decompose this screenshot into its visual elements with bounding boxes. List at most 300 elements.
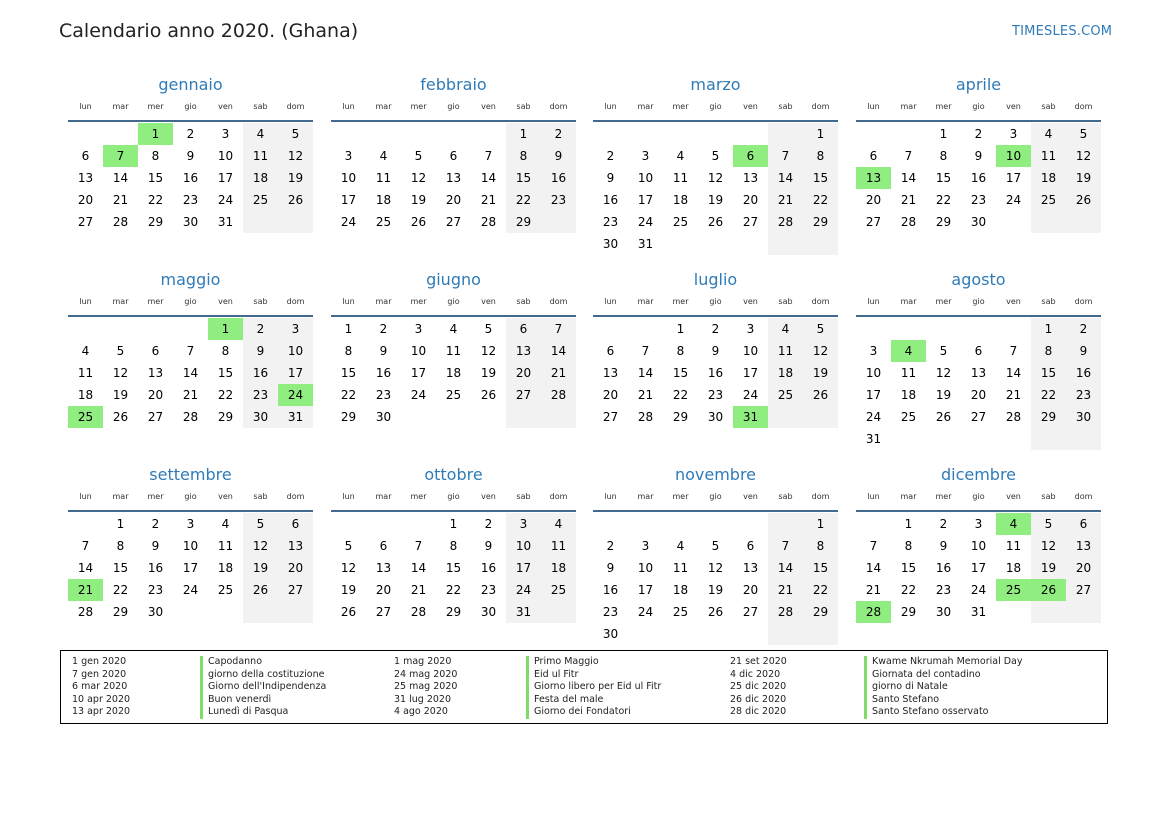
empty-cell xyxy=(1066,601,1101,623)
empty-cell xyxy=(803,406,838,428)
day-cell: 8 xyxy=(1031,340,1066,362)
holiday-name: Lunedì di Pasqua xyxy=(200,706,288,719)
empty-cell xyxy=(593,513,628,535)
day-cell: 29 xyxy=(672,410,689,424)
day-cell: 29 xyxy=(147,215,164,229)
day-cell: 17 xyxy=(410,366,427,380)
day-cell: 15 xyxy=(147,171,164,185)
empty-cell xyxy=(996,601,1031,623)
day-cell: 8 xyxy=(449,539,458,553)
empty-cell xyxy=(996,211,1031,233)
day-cell: 4 xyxy=(541,513,576,535)
holiday-name: Giorno dei Fondatori xyxy=(526,706,631,719)
day-cell: 19 xyxy=(112,388,129,402)
holiday-date: 6 mar 2020 xyxy=(72,681,128,693)
day-cell: 9 xyxy=(939,539,948,553)
day-cell: 6 xyxy=(1066,513,1101,535)
weekday-label: mer xyxy=(935,492,952,501)
holiday-name: giorno della costituzione xyxy=(200,669,324,682)
day-cell: 8 xyxy=(506,145,541,167)
weekday-header xyxy=(593,297,838,311)
holiday-date: 1 gen 2020 xyxy=(72,656,127,667)
month-ottobre xyxy=(331,464,576,623)
day-cell: 17 xyxy=(182,561,199,575)
day-cell: 28 xyxy=(768,601,803,623)
day-cell: 18 xyxy=(445,366,462,380)
empty-cell xyxy=(331,513,366,535)
day-cell: 1 xyxy=(803,123,838,145)
day-cell: 8 xyxy=(344,344,353,358)
day-cell: 17 xyxy=(340,193,357,207)
day-cell: 27 xyxy=(1066,579,1101,601)
day-cell: 29 xyxy=(803,211,838,233)
day-cell: 26 xyxy=(1066,189,1101,211)
day-grid xyxy=(856,318,1101,450)
weekday-label: dom xyxy=(811,102,830,111)
weekday-label: mar xyxy=(900,297,917,306)
holiday-day-cell: 1 xyxy=(138,123,173,145)
weekday-label: mar xyxy=(637,297,654,306)
weekday-label: mar xyxy=(112,492,129,501)
day-cell: 23 xyxy=(602,605,619,619)
day-cell: 11 xyxy=(672,171,689,185)
weekday-label: mer xyxy=(410,297,427,306)
weekday-label: lun xyxy=(604,297,617,306)
empty-cell xyxy=(891,318,926,340)
holiday-day-cell: 24 xyxy=(278,384,313,406)
weekday-label: ven xyxy=(743,102,758,111)
weekday-label: mar xyxy=(112,297,129,306)
weekday-label: mer xyxy=(410,492,427,501)
empty-cell xyxy=(401,406,436,428)
day-cell: 26 xyxy=(243,579,278,601)
weekday-label: mer xyxy=(935,297,952,306)
weekday-label: gio xyxy=(709,297,722,306)
holiday-date: 24 mag 2020 xyxy=(394,668,458,680)
empty-cell xyxy=(366,513,401,535)
empty-cell xyxy=(996,318,1031,340)
day-cell: 14 xyxy=(1005,366,1022,380)
empty-cell xyxy=(768,233,803,255)
weekday-label: dom xyxy=(286,102,305,111)
weekday-label: dom xyxy=(1074,102,1093,111)
day-cell: 28 xyxy=(77,605,94,619)
day-cell: 1 xyxy=(904,517,913,531)
day-cell: 28 xyxy=(637,410,654,424)
day-cell: 18 xyxy=(900,388,917,402)
day-cell: 27 xyxy=(970,410,987,424)
weekday-label: mar xyxy=(900,102,917,111)
weekday-label: lun xyxy=(867,492,880,501)
day-cell: 5 xyxy=(1031,513,1066,535)
weekday-header xyxy=(593,102,838,116)
weekday-label: lun xyxy=(79,102,92,111)
month-marzo xyxy=(593,74,838,255)
day-cell: 26 xyxy=(410,215,427,229)
day-cell: 17 xyxy=(637,193,654,207)
day-cell: 29 xyxy=(803,601,838,623)
day-cell: 5 xyxy=(278,123,313,145)
day-cell: 21 xyxy=(900,193,917,207)
empty-cell xyxy=(768,123,803,145)
day-cell: 9 xyxy=(379,344,388,358)
weekday-header xyxy=(856,492,1101,506)
empty-cell xyxy=(891,123,926,145)
day-cell: 20 xyxy=(77,193,94,207)
day-cell: 12 xyxy=(480,344,497,358)
weekday-label: mer xyxy=(672,297,689,306)
weekday-label: gio xyxy=(447,492,460,501)
weekday-header xyxy=(331,297,576,311)
day-cell: 27 xyxy=(506,384,541,406)
day-cell: 13 xyxy=(278,535,313,557)
empty-cell xyxy=(961,428,996,450)
site-link[interactable]: TIMESLES.COM xyxy=(1012,24,1113,39)
holiday-date: 28 dic 2020 xyxy=(730,706,787,718)
day-cell: 26 xyxy=(707,605,724,619)
header-divider xyxy=(593,120,838,122)
empty-cell xyxy=(103,318,138,340)
day-cell: 8 xyxy=(939,149,948,163)
day-cell: 8 xyxy=(803,535,838,557)
empty-cell xyxy=(698,513,733,535)
day-cell: 21 xyxy=(541,362,576,384)
day-cell: 29 xyxy=(445,605,462,619)
weekday-label: sab xyxy=(1041,102,1056,111)
weekday-label: lun xyxy=(342,492,355,501)
day-cell: 2 xyxy=(151,517,160,531)
day-cell: 24 xyxy=(970,583,987,597)
holiday-date: 4 dic 2020 xyxy=(730,668,781,680)
day-cell: 5 xyxy=(243,513,278,535)
day-cell: 9 xyxy=(151,539,160,553)
weekday-label: gio xyxy=(184,102,197,111)
empty-cell xyxy=(68,513,103,535)
day-grid xyxy=(856,123,1101,233)
day-cell: 16 xyxy=(243,362,278,384)
day-cell: 20 xyxy=(278,557,313,579)
day-cell: 2 xyxy=(939,517,948,531)
day-cell: 30 xyxy=(182,215,199,229)
day-cell: 19 xyxy=(803,362,838,384)
day-cell: 10 xyxy=(970,539,987,553)
weekday-header xyxy=(68,297,313,311)
day-cell: 5 xyxy=(939,344,948,358)
day-cell: 17 xyxy=(1005,171,1022,185)
day-grid xyxy=(68,123,313,233)
day-cell: 4 xyxy=(676,149,685,163)
day-cell: 24 xyxy=(410,388,427,402)
header-divider xyxy=(593,510,838,512)
day-cell: 22 xyxy=(803,579,838,601)
day-cell: 25 xyxy=(900,410,917,424)
day-cell: 30 xyxy=(243,406,278,428)
month-name: settembre xyxy=(149,465,232,484)
day-cell: 6 xyxy=(869,149,878,163)
day-cell: 18 xyxy=(672,583,689,597)
day-cell: 16 xyxy=(541,167,576,189)
day-cell: 2 xyxy=(974,127,983,141)
day-cell: 2 xyxy=(186,127,195,141)
day-cell: 19 xyxy=(1066,167,1101,189)
day-cell: 14 xyxy=(77,561,94,575)
day-cell: 12 xyxy=(112,366,129,380)
day-cell: 30 xyxy=(970,215,987,229)
day-cell: 3 xyxy=(974,517,983,531)
day-cell: 7 xyxy=(641,344,650,358)
holiday-day-cell: 25 xyxy=(68,406,103,428)
day-cell: 30 xyxy=(480,605,497,619)
holiday-name: Santo Stefano osservato xyxy=(864,706,989,719)
day-cell: 25 xyxy=(672,605,689,619)
empty-cell xyxy=(1031,601,1066,623)
weekday-label: ven xyxy=(1006,492,1021,501)
holiday-day-cell: 4 xyxy=(891,340,926,362)
month-name: agosto xyxy=(951,270,1006,289)
day-cell: 9 xyxy=(243,340,278,362)
day-cell: 11 xyxy=(243,145,278,167)
day-cell: 31 xyxy=(865,432,882,446)
day-cell: 21 xyxy=(410,583,427,597)
day-cell: 27 xyxy=(602,410,619,424)
day-cell: 23 xyxy=(375,388,392,402)
header-divider xyxy=(331,120,576,122)
day-cell: 11 xyxy=(900,366,917,380)
day-cell: 15 xyxy=(112,561,129,575)
day-cell: 19 xyxy=(1031,557,1066,579)
day-cell: 16 xyxy=(602,193,619,207)
day-cell: 7 xyxy=(768,145,803,167)
day-cell: 24 xyxy=(637,605,654,619)
day-cell: 29 xyxy=(340,410,357,424)
day-cell: 15 xyxy=(1031,362,1066,384)
weekday-label: gio xyxy=(972,492,985,501)
day-cell: 20 xyxy=(445,193,462,207)
day-cell: 13 xyxy=(445,171,462,185)
day-cell: 10 xyxy=(742,344,759,358)
weekday-label: ven xyxy=(743,297,758,306)
day-cell: 7 xyxy=(1009,344,1018,358)
month-agosto xyxy=(856,269,1101,450)
month-name: gennaio xyxy=(158,75,223,94)
weekday-label: gio xyxy=(447,102,460,111)
day-cell: 21 xyxy=(768,579,803,601)
day-cell: 20 xyxy=(1066,557,1101,579)
day-cell: 1 xyxy=(449,517,458,531)
month-name: aprile xyxy=(955,75,1002,94)
day-cell: 13 xyxy=(147,366,164,380)
holiday-date: 21 set 2020 xyxy=(730,656,787,667)
day-cell: 20 xyxy=(506,362,541,384)
day-cell: 22 xyxy=(935,193,952,207)
day-cell: 5 xyxy=(711,539,720,553)
day-cell: 1 xyxy=(344,322,353,336)
day-cell: 2 xyxy=(484,517,493,531)
empty-cell xyxy=(856,513,891,535)
day-cell: 22 xyxy=(340,388,357,402)
day-cell: 14 xyxy=(541,340,576,362)
day-cell: 17 xyxy=(970,561,987,575)
day-cell: 20 xyxy=(742,583,759,597)
weekday-label: lun xyxy=(342,297,355,306)
empty-cell xyxy=(68,318,103,340)
day-cell: 10 xyxy=(637,171,654,185)
weekday-label: ven xyxy=(481,102,496,111)
weekday-label: sab xyxy=(516,492,531,501)
holiday-day-cell: 21 xyxy=(68,579,103,601)
empty-cell xyxy=(278,211,313,233)
weekday-label: dom xyxy=(1074,297,1093,306)
weekday-label: mer xyxy=(147,297,164,306)
day-grid xyxy=(331,123,576,233)
day-cell: 12 xyxy=(1031,535,1066,557)
day-cell: 25 xyxy=(217,583,234,597)
empty-cell xyxy=(628,123,663,145)
day-cell: 24 xyxy=(506,579,541,601)
day-cell: 22 xyxy=(1031,384,1066,406)
day-cell: 19 xyxy=(243,557,278,579)
empty-cell xyxy=(698,233,733,255)
weekday-label: sab xyxy=(1041,492,1056,501)
day-cell: 28 xyxy=(541,384,576,406)
empty-cell xyxy=(1031,211,1066,233)
holiday-name: Santo Stefano xyxy=(864,694,939,707)
day-cell: 2 xyxy=(606,539,615,553)
month-name: novembre xyxy=(674,465,757,484)
weekday-label: lun xyxy=(867,297,880,306)
empty-cell xyxy=(331,123,366,145)
day-cell: 17 xyxy=(278,362,313,384)
day-cell: 9 xyxy=(484,539,493,553)
day-cell: 1 xyxy=(1031,318,1066,340)
weekday-label: dom xyxy=(811,492,830,501)
day-grid xyxy=(331,513,576,623)
month-settembre xyxy=(68,464,313,623)
month-giugno xyxy=(331,269,576,428)
day-cell: 14 xyxy=(480,171,497,185)
weekday-label: mer xyxy=(672,102,689,111)
day-cell: 27 xyxy=(445,215,462,229)
day-cell: 6 xyxy=(974,344,983,358)
day-cell: 17 xyxy=(637,583,654,597)
day-cell: 14 xyxy=(182,366,199,380)
empty-cell xyxy=(733,623,768,645)
day-cell: 7 xyxy=(414,539,423,553)
holiday-name: giorno di Natale xyxy=(864,681,948,694)
day-cell: 3 xyxy=(641,149,650,163)
day-cell: 30 xyxy=(1066,406,1101,428)
day-cell: 18 xyxy=(672,193,689,207)
empty-cell xyxy=(628,318,663,340)
empty-cell xyxy=(663,123,698,145)
weekday-label: dom xyxy=(549,297,568,306)
day-cell: 20 xyxy=(865,193,882,207)
weekday-label: gio xyxy=(709,492,722,501)
day-cell: 22 xyxy=(506,189,541,211)
day-cell: 4 xyxy=(221,517,230,531)
day-cell: 6 xyxy=(449,149,458,163)
day-cell: 31 xyxy=(278,406,313,428)
day-cell: 13 xyxy=(970,366,987,380)
day-cell: 16 xyxy=(602,583,619,597)
weekday-label: ven xyxy=(1006,297,1021,306)
day-cell: 22 xyxy=(445,583,462,597)
day-cell: 4 xyxy=(1031,123,1066,145)
day-cell: 7 xyxy=(869,539,878,553)
day-cell: 15 xyxy=(672,366,689,380)
day-cell: 3 xyxy=(186,517,195,531)
weekday-label: gio xyxy=(447,297,460,306)
day-cell: 18 xyxy=(1031,167,1066,189)
header-divider xyxy=(68,510,313,512)
day-cell: 31 xyxy=(217,215,234,229)
day-cell: 15 xyxy=(340,366,357,380)
weekday-label: sab xyxy=(516,102,531,111)
day-cell: 26 xyxy=(112,410,129,424)
weekday-label: sab xyxy=(778,102,793,111)
day-cell: 3 xyxy=(278,318,313,340)
month-novembre xyxy=(593,464,838,645)
empty-cell xyxy=(401,513,436,535)
holiday-date: 4 ago 2020 xyxy=(394,706,448,718)
holiday-name: Giorno libero per Eid ul Fitr xyxy=(526,681,661,694)
day-cell: 4 xyxy=(676,539,685,553)
day-cell: 24 xyxy=(742,388,759,402)
day-cell: 3 xyxy=(746,322,755,336)
holiday-date: 25 dic 2020 xyxy=(730,681,787,693)
day-cell: 12 xyxy=(803,340,838,362)
holiday-day-cell: 25 xyxy=(996,579,1031,601)
header-divider xyxy=(593,315,838,317)
empty-cell xyxy=(68,123,103,145)
day-cell: 28 xyxy=(112,215,129,229)
holiday-date: 7 gen 2020 xyxy=(72,668,127,680)
day-cell: 17 xyxy=(865,388,882,402)
weekday-label: ven xyxy=(481,492,496,501)
day-cell: 18 xyxy=(541,557,576,579)
holiday-day-cell: 28 xyxy=(856,601,891,623)
empty-cell xyxy=(768,623,803,645)
day-cell: 17 xyxy=(217,171,234,185)
day-cell: 11 xyxy=(541,535,576,557)
day-cell: 19 xyxy=(707,193,724,207)
day-cell: 27 xyxy=(375,605,392,619)
day-cell: 19 xyxy=(410,193,427,207)
empty-cell xyxy=(366,123,401,145)
weekday-label: mer xyxy=(935,102,952,111)
day-cell: 28 xyxy=(182,410,199,424)
weekday-label: ven xyxy=(218,297,233,306)
empty-cell xyxy=(663,233,698,255)
day-cell: 13 xyxy=(77,171,94,185)
day-cell: 23 xyxy=(1066,384,1101,406)
day-cell: 11 xyxy=(77,366,94,380)
day-cell: 3 xyxy=(641,539,650,553)
empty-cell xyxy=(891,428,926,450)
day-cell: 11 xyxy=(1005,539,1022,553)
day-cell: 28 xyxy=(480,215,497,229)
empty-cell xyxy=(856,318,891,340)
month-dicembre xyxy=(856,464,1101,623)
day-cell: 27 xyxy=(77,215,94,229)
day-cell: 10 xyxy=(410,344,427,358)
day-cell: 11 xyxy=(672,561,689,575)
day-cell: 11 xyxy=(1031,145,1066,167)
day-cell: 26 xyxy=(803,384,838,406)
day-cell: 8 xyxy=(116,539,125,553)
day-cell: 12 xyxy=(707,171,724,185)
weekday-label: sab xyxy=(778,297,793,306)
